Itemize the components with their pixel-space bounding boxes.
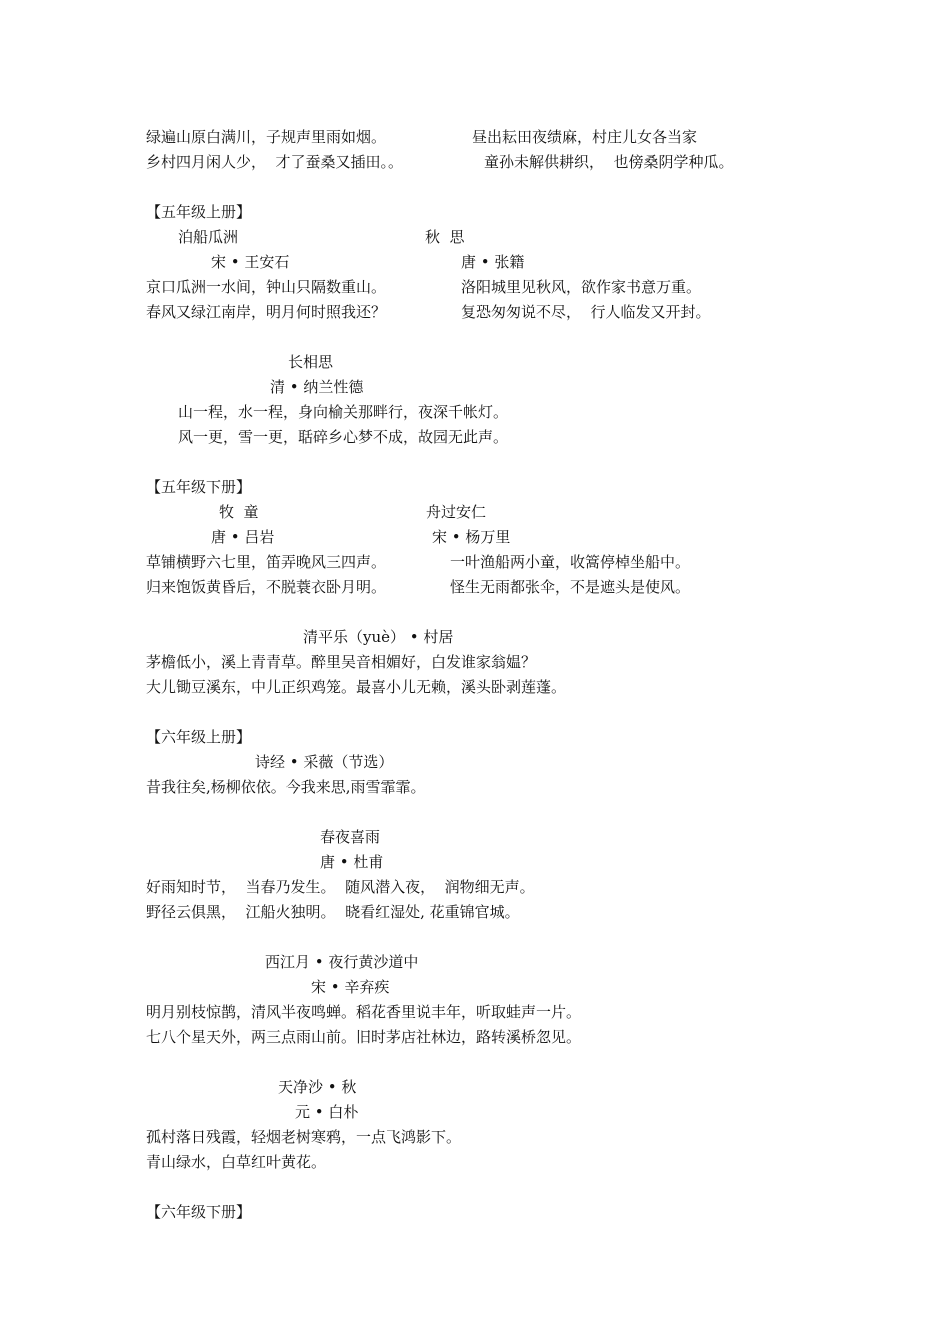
poem-line: 复恐匆匆说不尽， 行人临发又开封。 bbox=[461, 303, 711, 321]
section-heading: 【五年级上册】 bbox=[146, 203, 252, 221]
poem-line: 归来饱饭黄昏后，不脱蓑衣卧月明。 bbox=[146, 578, 387, 596]
poem-line: 乡村四月闲人少， 才了蚕桑又插田。。 bbox=[146, 153, 404, 171]
poem-line: 童孙未解供耕织， 也傍桑阴学种瓜。 bbox=[484, 153, 734, 171]
poem-author: 唐 • 杜甫 bbox=[320, 853, 384, 871]
poem-title: 泊船瓜洲 bbox=[178, 228, 239, 246]
poem-line: 春风又绿江南岸，明月何时照我还？ bbox=[146, 303, 387, 321]
poem-author: 宋 • 杨万里 bbox=[432, 528, 511, 546]
poem-title: 天净沙 • 秋 bbox=[278, 1078, 357, 1096]
poem-line: 明月别枝惊鹊，清风半夜鸣蝉。稻花香里说丰年，听取蛙声一片。 bbox=[146, 1003, 582, 1021]
poem-line: 山一程，水一程，身向榆关那畔行，夜深千帐灯。 bbox=[178, 403, 509, 421]
poem-line: 孤村落日残霞，轻烟老树寒鸦，一点飞鸿影下。 bbox=[146, 1128, 462, 1146]
poem-line: 昔我往矣,杨柳依依。今我来思,雨雪霏霏。 bbox=[146, 778, 426, 796]
poem-line: 一叶渔船两小童，收篙停棹坐船中。 bbox=[450, 553, 691, 571]
poem-line: 昼出耘田夜绩麻，村庄儿女各当家 bbox=[472, 128, 698, 146]
poem-title: 春夜喜雨 bbox=[320, 828, 381, 846]
poem-author: 宋 • 王安石 bbox=[211, 253, 290, 271]
poem-line: 野径云俱黑， 江船火独明。 晓看红湿处, 花重锦官城。 bbox=[146, 903, 520, 921]
poem-title: 西江月 • 夜行黄沙道中 bbox=[265, 953, 419, 971]
poem-author: 唐 • 张籍 bbox=[461, 253, 525, 271]
poem-line: 洛阳城里见秋风，欲作家书意万重。 bbox=[461, 278, 702, 296]
poem-line: 好雨知时节， 当春乃发生。 随风潜入夜， 润物细无声。 bbox=[146, 878, 535, 896]
poem-title: 清平乐（yuè） • 村居 bbox=[303, 628, 454, 646]
poem-line: 草铺横野六七里，笛弄晚风三四声。 bbox=[146, 553, 387, 571]
poem-line: 大儿锄豆溪东，中儿正织鸡笼。最喜小儿无赖，溪头卧剥莲蓬。 bbox=[146, 678, 567, 696]
poem-title: 舟过安仁 bbox=[426, 503, 487, 521]
section-heading: 【六年级上册】 bbox=[146, 728, 252, 746]
section-heading: 【五年级下册】 bbox=[146, 478, 252, 496]
poem-line: 风一更，雪一更，聒碎乡心梦不成，故园无此声。 bbox=[178, 428, 509, 446]
poem-line: 绿遍山原白满川，子规声里雨如烟。 bbox=[146, 128, 387, 146]
poem-line: 七八个星天外，两三点雨山前。旧时茅店社林边，路转溪桥忽见。 bbox=[146, 1028, 582, 1046]
poem-title: 秋 思 bbox=[425, 228, 465, 246]
poem-title: 诗经 • 采薇（节选） bbox=[255, 753, 394, 771]
poem-line: 怪生无雨都张伞，不是遮头是使风。 bbox=[450, 578, 691, 596]
poem-title: 长相思 bbox=[288, 353, 334, 371]
poem-line: 京口瓜洲一水间，钟山只隔数重山。 bbox=[146, 278, 387, 296]
section-heading: 【六年级下册】 bbox=[146, 1203, 252, 1221]
poem-author: 宋 • 辛弃疾 bbox=[311, 978, 390, 996]
poem-author: 清 • 纳兰性德 bbox=[270, 378, 364, 396]
poem-title: 牧 童 bbox=[219, 503, 259, 521]
poem-author: 唐 • 吕岩 bbox=[211, 528, 275, 546]
poem-line: 青山绿水，白草红叶黄花。 bbox=[146, 1153, 327, 1171]
poem-line: 茅檐低小，溪上青青草。醉里吴音相媚好，白发谁家翁媪？ bbox=[146, 653, 537, 671]
poem-author: 元 • 白朴 bbox=[295, 1103, 359, 1121]
